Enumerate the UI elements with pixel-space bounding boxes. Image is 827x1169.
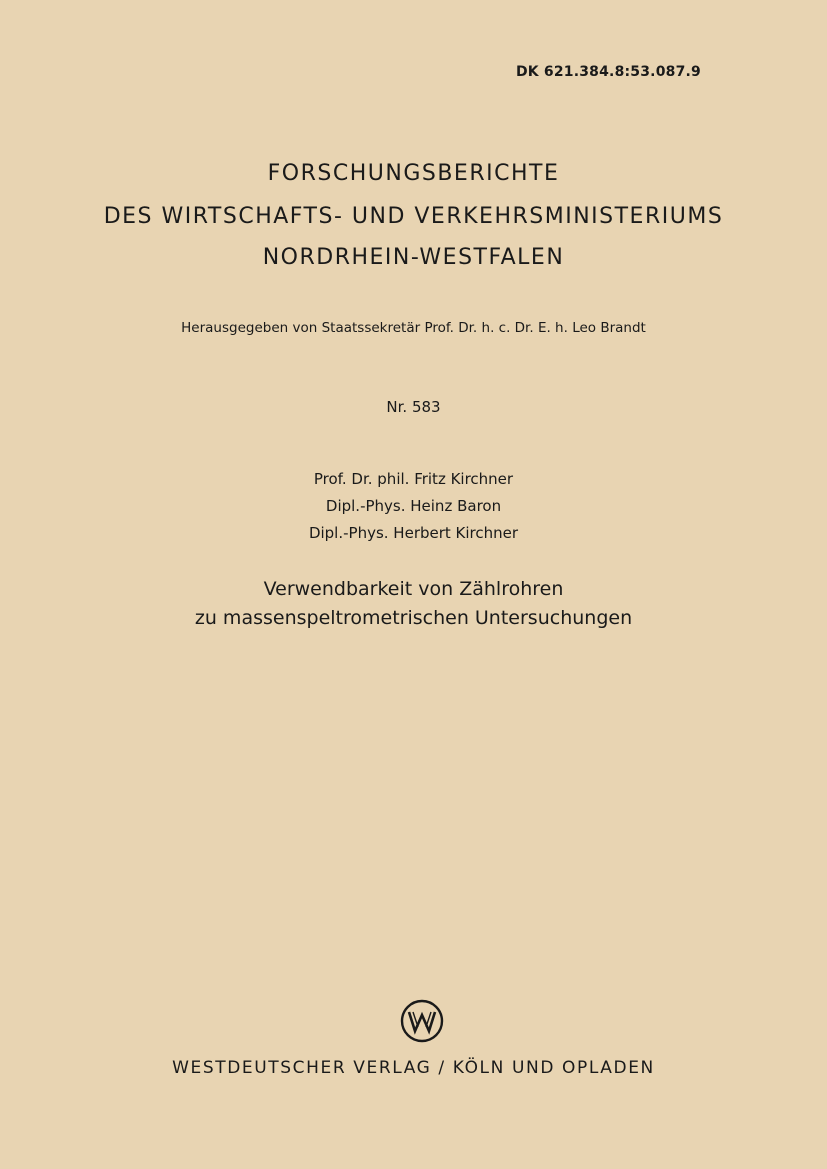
publisher-logo-icon (400, 999, 444, 1043)
author-2: Dipl.-Phys. Heinz Baron (325, 497, 502, 515)
author-3: Dipl.-Phys. Herbert Kirchner (308, 524, 519, 542)
editor-line: Herausgegeben von Staatssekretär Prof. Dr. h. c. Dr. E. h. Leo Brandt (181, 320, 646, 336)
author-1: Prof. Dr. phil. Fritz Kirchner (313, 470, 514, 488)
publisher-line: WESTDEUTSCHER VERLAG / KÖLN UND OPLADEN (172, 1058, 655, 1078)
series-title-line-1: FORSCHUNGSBERICHTE (267, 161, 560, 186)
title-line-2: zu massenspeltrometrischen Untersuchungen (194, 607, 633, 629)
report-number: Nr. 583 (386, 398, 441, 416)
title-line-1: Verwendbarkeit von Zählrohren (263, 578, 564, 600)
series-title-line-3: NORDRHEIN-WESTFALEN (262, 245, 565, 270)
series-title-line-2: DES WIRTSCHAFTS- UND VERKEHRSMINISTERIUMS (103, 204, 724, 229)
dk-classification: DK 621.384.8:53.087.9 (515, 64, 701, 80)
